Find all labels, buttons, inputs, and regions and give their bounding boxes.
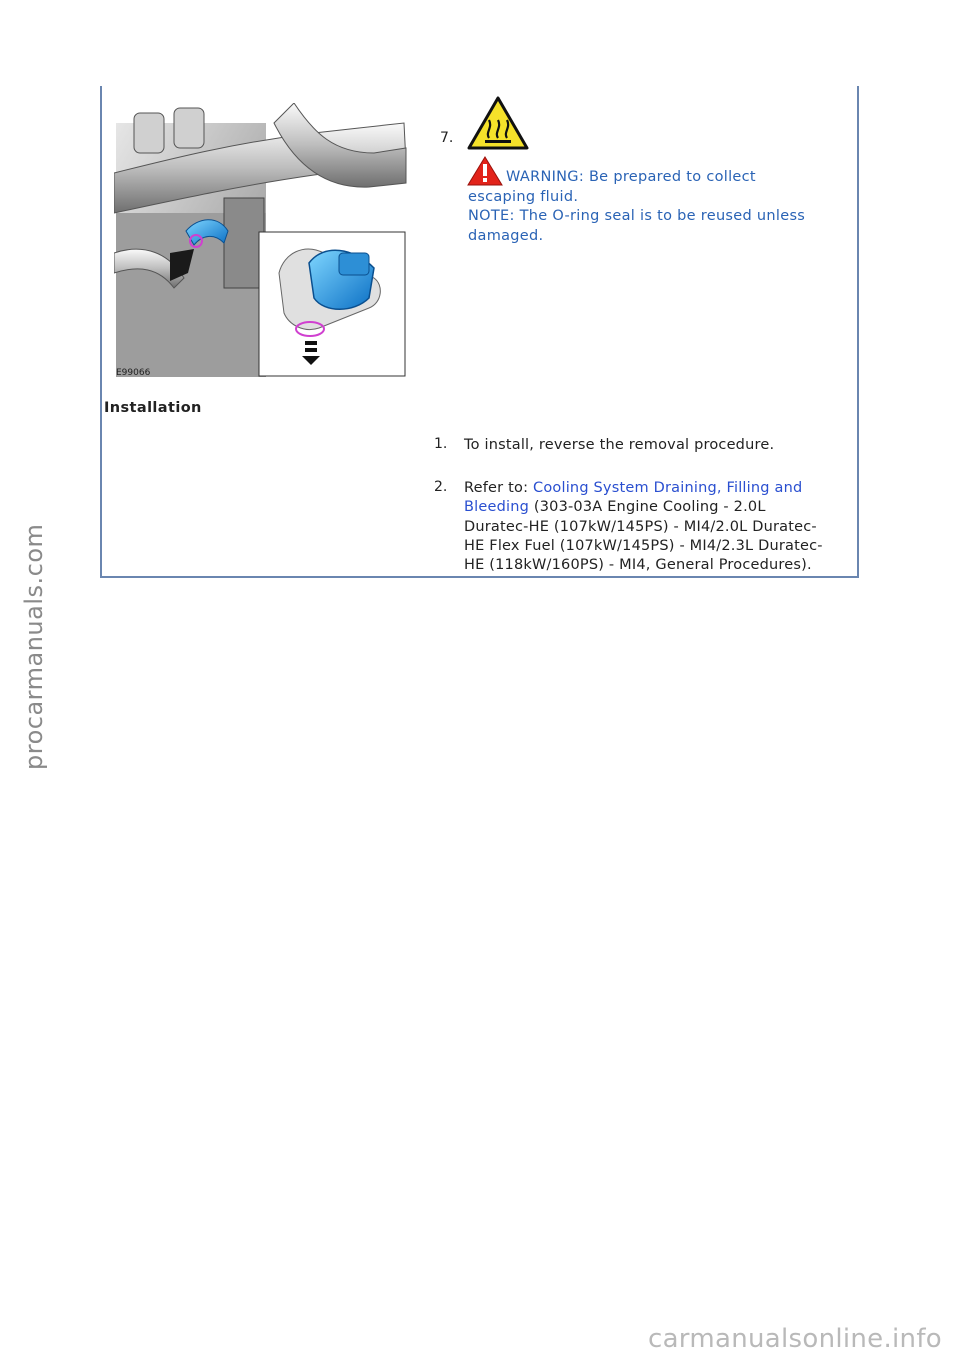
refer-detail: HE Flex Fuel (107kW/145PS) - MI4/2.3L Duratec- — [464, 537, 823, 554]
step-text-refer — [464, 479, 856, 575]
step-number: 2. — [434, 479, 448, 495]
refer-prefix: Refer to: — [464, 480, 533, 496]
refer-detail: Duratec-HE (107kW/145PS) - MI4/2.0L Duratec- — [464, 518, 817, 535]
note-line-2: damaged. — [468, 227, 544, 244]
bottom-watermark: carmanualsonline.info — [647, 1324, 942, 1354]
step-text: To install, reverse the removal procedure. — [464, 437, 775, 453]
cooling-system-link[interactable]: Cooling System Draining, Filling and — [533, 480, 803, 496]
section-heading: Installation — [104, 400, 202, 416]
warning-line-2: escaping fluid. — [468, 188, 579, 205]
note-line-1: NOTE: The O-ring seal is to be reused unless — [468, 208, 806, 224]
hot-surface-warning-icon — [467, 96, 529, 150]
step-number: 7. — [440, 130, 454, 146]
sensor-removal-illustration — [114, 103, 408, 379]
illustration-code: E99066 — [116, 368, 151, 378]
refer-detail: (303-03A Engine Cooling - 2.0L — [529, 499, 766, 516]
cooling-system-link-continued[interactable]: Bleeding — [464, 499, 530, 516]
side-watermark: procarmanuals.com — [20, 523, 48, 770]
warning-line-1: WARNING: Be prepared to collect — [506, 169, 756, 185]
step-number: 1. — [434, 436, 448, 452]
warning-and-note — [468, 168, 848, 246]
refer-detail: HE (118kW/160PS) - MI4, General Procedures). — [464, 557, 812, 574]
